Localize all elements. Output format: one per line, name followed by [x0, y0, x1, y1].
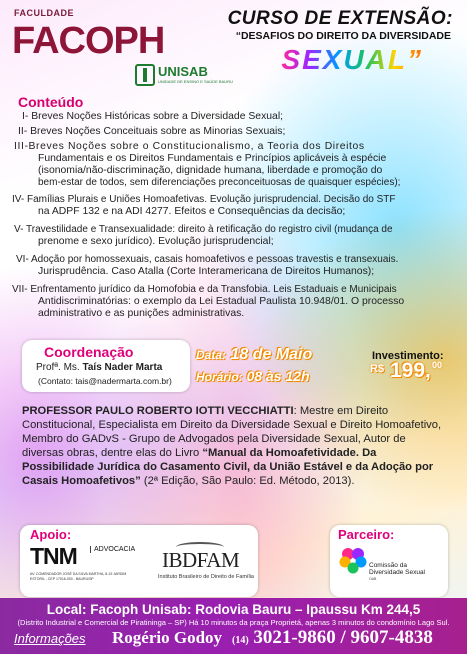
- unisab-logo-text: UNISAB: [158, 64, 208, 79]
- topic-line: IV- Famílias Plurais e Uniões Homoafetivas. Evolução jurisprudencial. Decisão do STF: [12, 194, 396, 205]
- facoph-logo: FACOPH: [12, 20, 165, 62]
- speaker-book-title: “Manual da Homoafetividade. Da Possibilidade Jurídica do Casamento Civil, da União Estável e da Adoção por Casais Homoafetivos”: [22, 447, 434, 487]
- time-label: Horário:: [196, 370, 243, 384]
- tnm-advocacia: ADVOCACIA: [90, 546, 135, 553]
- footer-info-label: Informações: [14, 631, 86, 646]
- speaker-bio: [22, 404, 447, 488]
- topic-line: I- Breves Noções Históricas sobre a Diversidade Sexual;: [22, 111, 284, 122]
- ibdfam-subtitle: Instituto Brasileiro de Direito de Família: [158, 574, 254, 580]
- coordenacao-heading: Coordenação: [44, 344, 134, 360]
- curso-subtitle: “DESAFIOS DO DIREITO DA DIVERSIDADE: [235, 30, 451, 42]
- parceiro-sub: OAB: [369, 577, 377, 581]
- date-value: 18 de Maio: [230, 346, 313, 363]
- investimento-currency: R$: [370, 363, 385, 375]
- investimento-cents: 00: [432, 360, 443, 370]
- parceiro-name-line1: Comissão da: [369, 562, 407, 569]
- coordenacao-professor: [36, 362, 162, 373]
- curso-title: CURSO DE EXTENSÃO:: [227, 8, 453, 29]
- topic-line: II- Breves Noções Conceituais sobre as Minorias Sexuais;: [18, 126, 286, 137]
- conteudo-heading: Conteúdo: [18, 94, 84, 110]
- topic-line: V- Travestilidade e Transexualidade: direito à retificação do registro civil (mudança de: [14, 224, 393, 235]
- parceiro-name: [369, 562, 425, 576]
- curso-sexual-word: SEXUAL”: [281, 44, 423, 75]
- rainbow-heart-icon: [338, 545, 368, 575]
- investimento-heading: Investimento:: [372, 350, 444, 362]
- topic-line: prenome e sexo jurídico). Evolução jurisprudencial;: [38, 236, 274, 247]
- footer-phones: [232, 627, 433, 649]
- header: [0, 0, 467, 92]
- topic-line: VII- Enfrentamento jurídico da Homofobia e da Transfobia. Leis Estaduais e Municipais: [12, 284, 397, 295]
- tnm-logo: TNM: [30, 543, 77, 569]
- professor-name: Taís Nader Marta: [82, 362, 163, 373]
- faculdade-label: FACULDADE: [14, 8, 74, 18]
- phone-ddd: (14): [232, 635, 249, 646]
- speaker-name: PROFESSOR PAULO ROBERTO IOTTI VECCHIATTI: [22, 405, 294, 417]
- time-value: 08 às 12h: [246, 368, 310, 384]
- topic-line: na ADPF 132 e na ADI 4277. Efeitos e Consequências da decisão;: [38, 206, 346, 217]
- speaker-bio-text: : Mestre em Direito Constitucional, Especialista em Direito da Diversidade Sexual e Direito Homoafetivo, Membro do GADvS - Grupo de Advogados pela Diversidade Sexual, Autor de diversas obras, dentre elas do Livro: [22, 405, 442, 459]
- topic-line: Antidiscriminatórias: o exemplo da Lei Estadual Paulista 10.948/01. O processo: [38, 296, 405, 307]
- professor-title: Profª. Ms.: [36, 362, 80, 373]
- topic-line: III-Breves Noções sobre o Constitucionalismo, a Teoria dos Direitos: [14, 141, 365, 152]
- unisab-subtitle: UNIDADE DE ENSINO E SAÚDE BAURU: [158, 79, 233, 84]
- topic-line: Fundamentais e os Direitos Fundamentais e Princípios aplicáveis à espécie: [38, 153, 387, 164]
- investimento-value: 199,: [390, 359, 431, 382]
- topic-line: administrativo e as punições administrativas.: [38, 308, 245, 319]
- event-date: [196, 346, 312, 364]
- topic-line: Jurisprudência. Caso Atalla (Corte Interamericana de Direitos Humanos);: [38, 266, 375, 277]
- apoio-heading: Apoio:: [30, 527, 72, 542]
- footer-local: Local: Facoph Unisab: Rodovia Bauru – Ipaussu Km 244,5: [46, 602, 421, 617]
- footer-distrito: (Distrito Industrial e Comercial de Piratininga – SP) Há 10 minutos da praça Proprietá, apenas 3 minutos do condomínio Lago Sul.: [17, 618, 450, 627]
- date-label: Data:: [196, 348, 227, 362]
- phone-numbers: 3021-9860 / 9607-4838: [253, 627, 433, 648]
- speaker-bio-edition: (2ª Edição, São Paulo: Ed. Método, 2013).: [140, 475, 355, 487]
- footer-contact-name: Rogério Godoy: [112, 628, 223, 647]
- topic-line: (isonomia/não-discriminação, dignidade humana, liberdade e promoção do: [38, 165, 383, 176]
- parceiro-heading: Parceiro:: [338, 527, 395, 542]
- coordenacao-contact: (Contato: tais@nadermarta.com.br): [38, 376, 172, 386]
- tnm-address: AV. COMENDADOR JOSÉ DA SILVA MARTHA, 8-19 JARDIM ESTORIL - CEP 17016-000 - BAURU/SP: [30, 572, 127, 581]
- parceiro-name-line2: Diversidade Sexual: [369, 569, 426, 576]
- topic-line: VI- Adoção por homossexuais, casais homoafetivos e pessoas travestis e transexuais.: [16, 254, 399, 265]
- unisab-logo-icon: [135, 64, 155, 86]
- event-time: [196, 368, 310, 384]
- topic-line: bem-estar de todos, sem diferenciações preconceituosas de quaisquer espécies);: [38, 177, 401, 188]
- ibdfam-logo: IBDFAM: [162, 548, 240, 572]
